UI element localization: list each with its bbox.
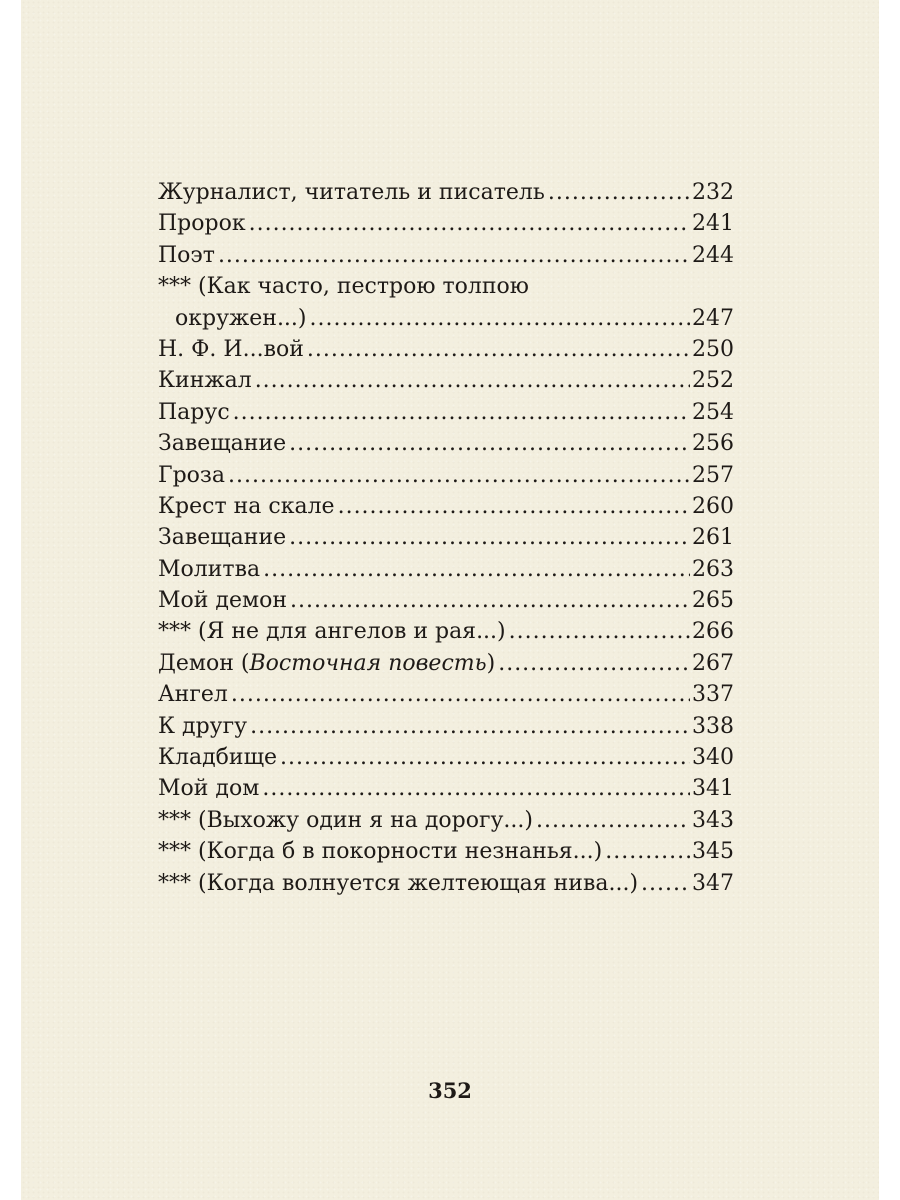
toc-entry-page: 266: [692, 619, 734, 645]
toc-entry: [158, 428, 734, 459]
dot-leader: [231, 679, 690, 710]
toc-entry-title: [158, 648, 495, 679]
toc-entry: [158, 554, 734, 585]
toc-entry-title: Завещание: [158, 431, 287, 457]
toc-entry-title: *** (Выхожу один я на дорогу...): [158, 807, 533, 833]
toc-entry-page: 247: [692, 305, 734, 331]
toc-entry-page: 241: [692, 211, 734, 237]
toc-entry-page: 252: [692, 368, 734, 394]
toc-entry: [158, 334, 734, 365]
toc-entry-page: 337: [692, 682, 734, 708]
toc-entry-title: Кинжал: [158, 368, 252, 394]
dot-leader: [233, 397, 690, 428]
dot-leader: [262, 773, 690, 804]
toc-entry-page: 347: [692, 870, 734, 896]
toc-entry-title: Парус: [158, 399, 230, 425]
toc-entry-page: 345: [692, 839, 734, 865]
dot-leader: [289, 522, 690, 553]
toc-entry-title: Гроза: [158, 462, 226, 488]
toc-entry: [158, 711, 734, 742]
toc-entry-title: Журналист, читатель и писатель: [158, 180, 545, 205]
dot-leader: [548, 177, 690, 208]
table-of-contents: [158, 177, 734, 899]
toc-entry: [158, 365, 734, 396]
toc-entry: [158, 773, 734, 804]
toc-entry-page: 250: [692, 336, 734, 362]
dot-leader: [498, 648, 690, 679]
dot-leader: [605, 836, 690, 867]
dot-leader: [289, 428, 690, 459]
toc-entry-title: К другу: [158, 713, 248, 739]
toc-entry: [158, 648, 734, 679]
toc-entry-page: 261: [692, 525, 734, 551]
dot-leader: [310, 303, 690, 334]
toc-entry: [158, 397, 734, 428]
toc-entry-page: 263: [692, 556, 734, 582]
toc-entry: [158, 868, 734, 899]
toc-entry: [158, 491, 734, 522]
toc-entry-title: Н. Ф. И...вой: [158, 336, 304, 362]
toc-entry-page: 267: [692, 650, 734, 676]
toc-entry-title: Пророк: [158, 211, 246, 237]
toc-entry: [158, 836, 734, 867]
dot-leader: [280, 742, 690, 773]
toc-entry-page: 260: [692, 493, 734, 519]
toc-entry-page: 256: [692, 431, 734, 457]
toc-entry-title: *** (Когда волнуется желтеющая нива...): [158, 870, 639, 896]
dot-leader: [509, 616, 690, 647]
toc-entry-page: 257: [692, 462, 734, 488]
toc-entry: [158, 742, 734, 773]
toc-entry-title: Завещание: [158, 525, 287, 551]
toc-entry-title: *** (Я не для ангелов и рая...): [158, 619, 506, 645]
toc-entry-page: 244: [692, 242, 734, 268]
toc-entry-title: Мой демон: [158, 588, 288, 614]
toc-entry: [158, 240, 734, 271]
book-page: [21, 0, 879, 1200]
toc-entry: [158, 679, 734, 710]
toc-entry-title: *** (Как часто, пестрою толпою: [158, 274, 529, 300]
toc-entry-first-line: [158, 271, 734, 302]
toc-entry: [158, 177, 734, 208]
toc-entry-page: 265: [692, 588, 734, 614]
dot-leader: [249, 208, 690, 239]
toc-entry-title: Кладбище: [158, 745, 278, 771]
dot-leader: [641, 868, 690, 899]
toc-entry-title: Молитва: [158, 556, 261, 582]
toc-entry-page: 232: [692, 180, 734, 205]
toc-entry-title-prefix: Демон (: [158, 650, 250, 676]
toc-entry-title-suffix: ): [486, 650, 496, 676]
toc-entry: [158, 616, 734, 647]
toc-entry: [158, 460, 734, 491]
toc-entry-title: Мой дом: [158, 776, 260, 802]
dot-leader: [228, 460, 690, 491]
dot-leader: [536, 805, 690, 836]
dot-leader: [218, 240, 690, 271]
toc-entry: [158, 303, 734, 334]
dot-leader: [255, 365, 690, 396]
toc-entry: [158, 805, 734, 836]
toc-entry-page: 343: [692, 807, 734, 833]
toc-entry-title: Ангел: [158, 682, 228, 708]
dot-leader: [263, 554, 690, 585]
toc-entry-title: *** (Когда б в покорности незнанья...): [158, 839, 603, 865]
dot-leader: [250, 711, 690, 742]
toc-entry: [158, 522, 734, 553]
toc-entry-page: 338: [692, 713, 734, 739]
toc-entry-title: Крест на скале: [158, 493, 335, 519]
toc-entry: [158, 208, 734, 239]
page-number: 352: [428, 1078, 472, 1103]
dot-leader: [338, 491, 690, 522]
dot-leader: [290, 585, 690, 616]
toc-entry: [158, 585, 734, 616]
toc-entry-title-continued: окружен...): [175, 305, 307, 331]
dot-leader: [307, 334, 690, 365]
toc-entry-title-italic: Восточная повесть: [249, 650, 487, 676]
toc-entry-title: Поэт: [158, 242, 215, 268]
toc-entry-page: 341: [692, 776, 734, 802]
toc-entry-page: 340: [692, 745, 734, 771]
toc-entry-page: 254: [692, 399, 734, 425]
